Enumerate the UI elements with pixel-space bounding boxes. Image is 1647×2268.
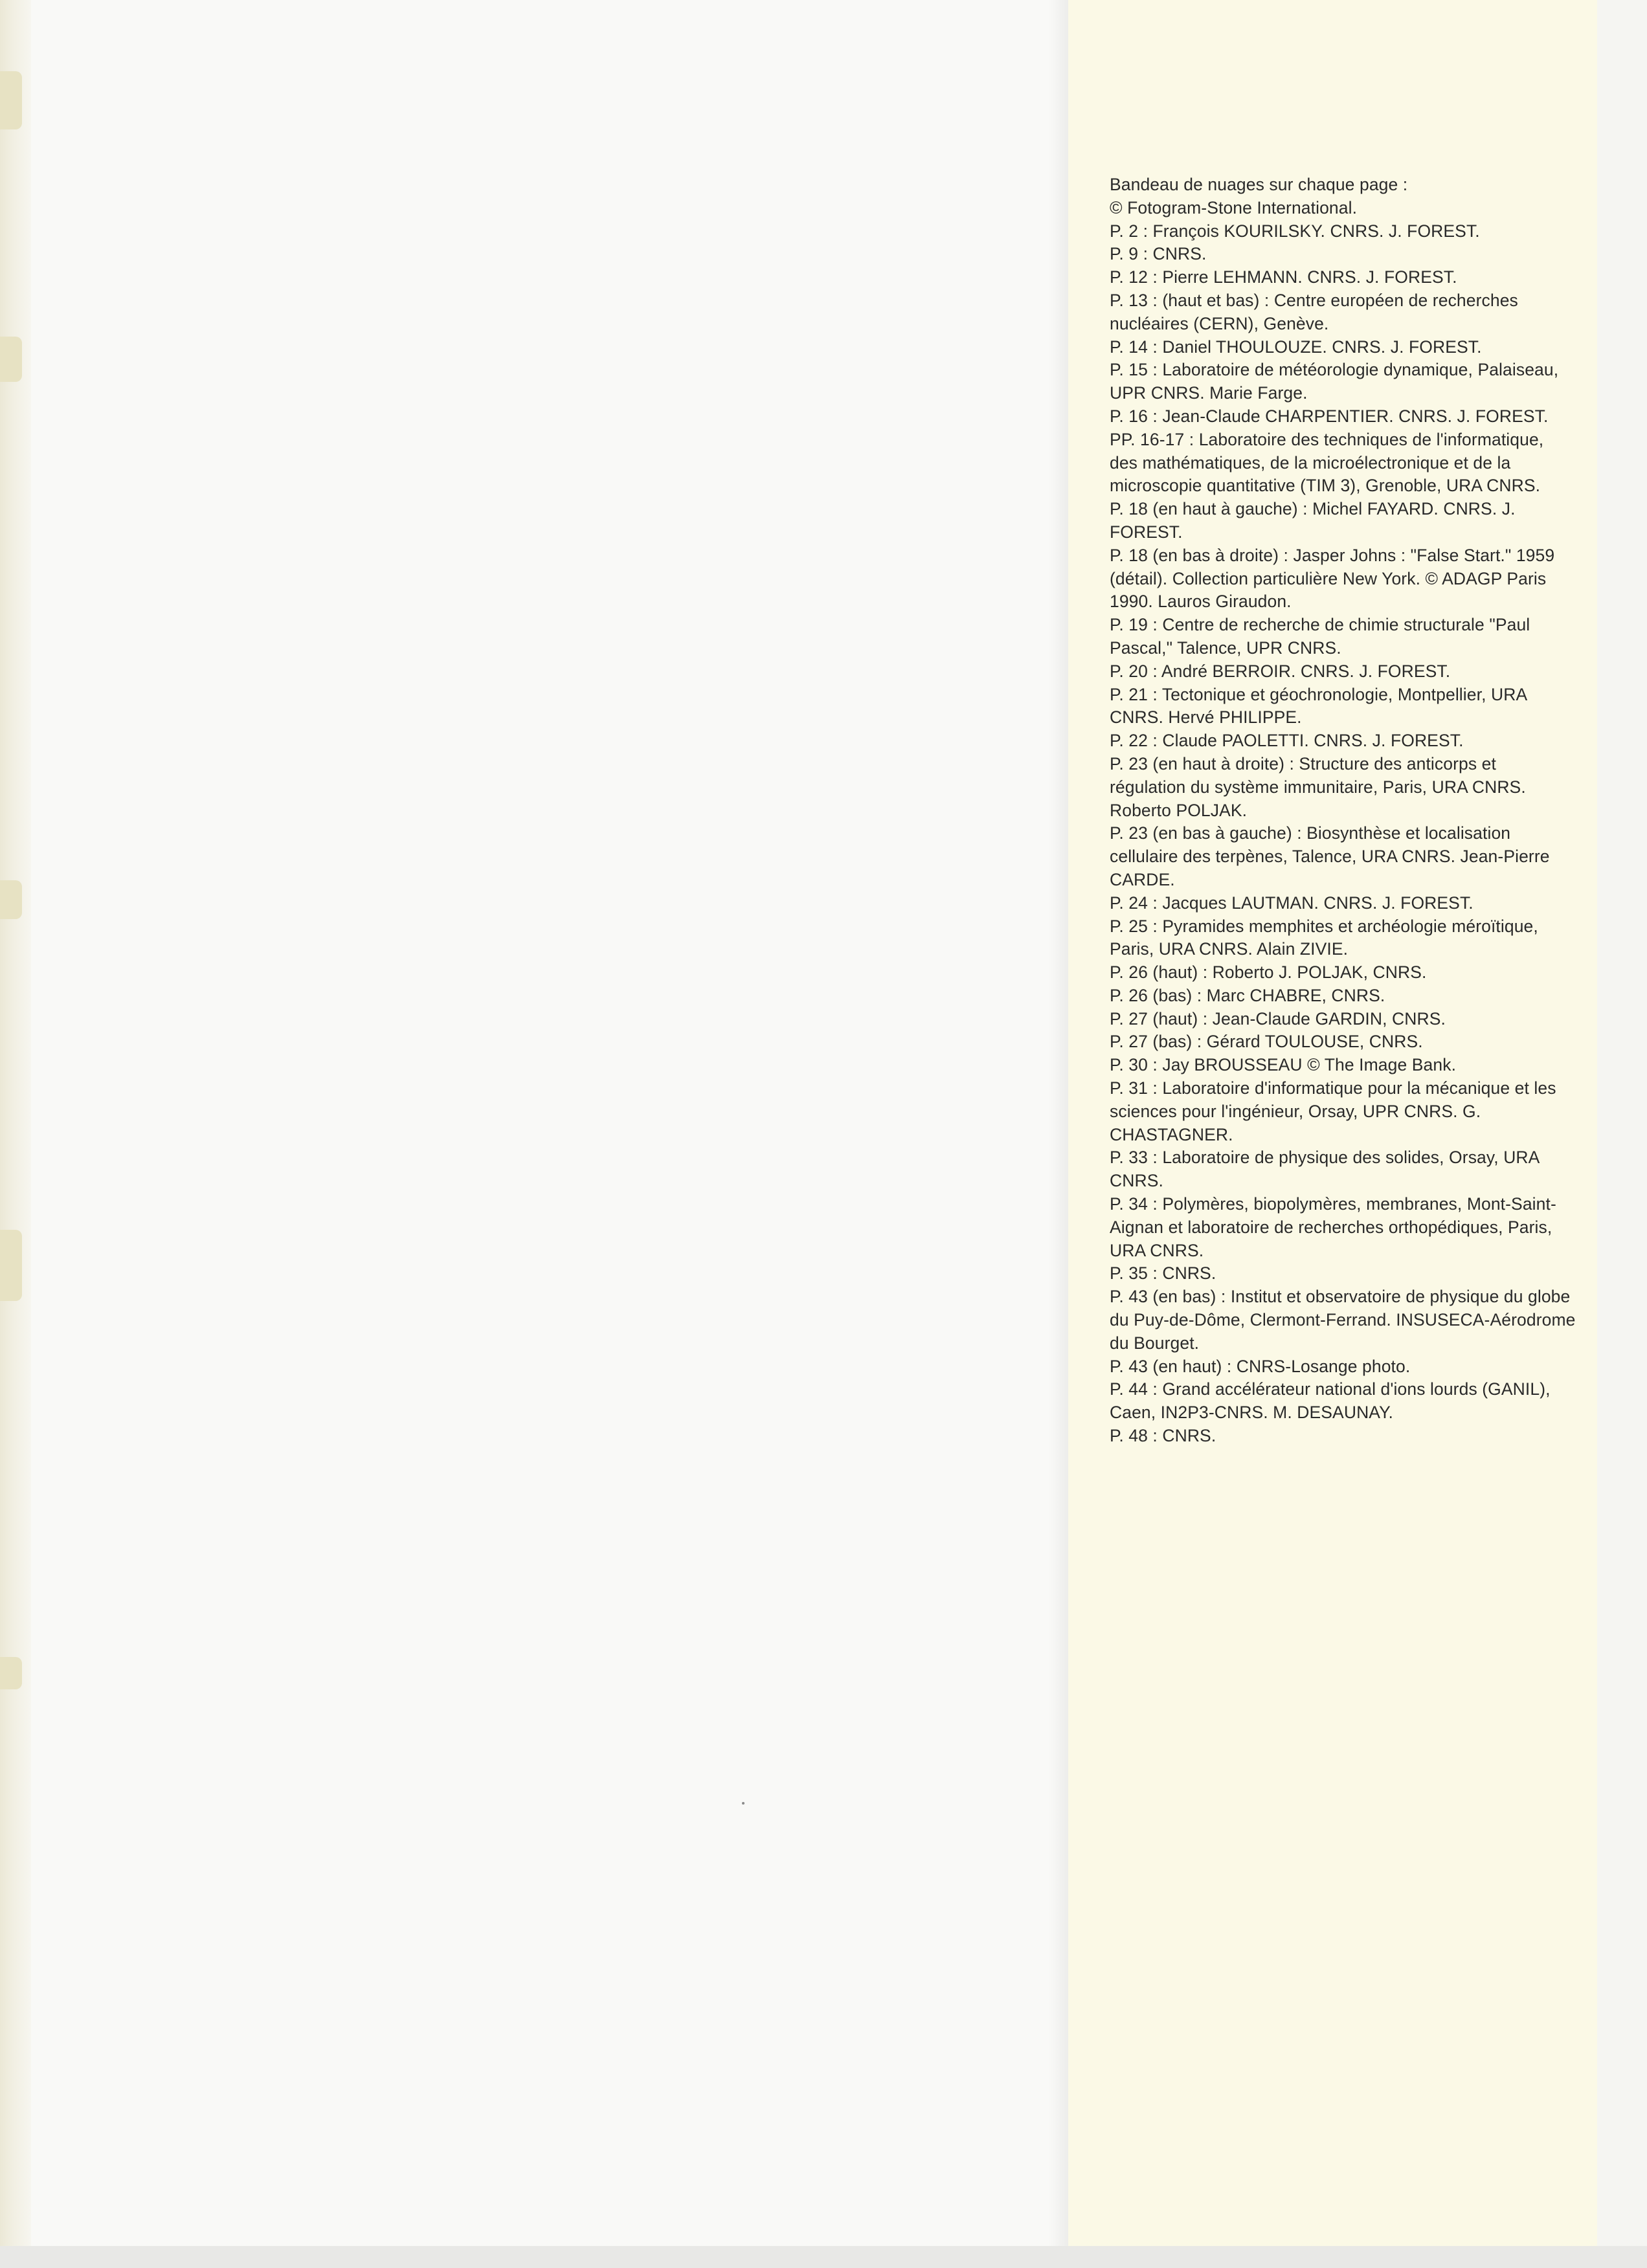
credit-line: P. 27 (bas) : Gérard TOULOUSE, CNRS. bbox=[1110, 1032, 1423, 1052]
credit-line: P. 48 : CNRS. bbox=[1110, 1426, 1216, 1446]
credit-line: Bandeau de nuages sur chaque page : bbox=[1110, 175, 1408, 194]
credit-line: P. 44 : Grand accélérateur national d'ions lourds (GANIL), Caen, IN2P3-CNRS. M. DESAUNAY. bbox=[1110, 1379, 1551, 1423]
credit-line: P. 30 : Jay BROUSSEAU © The Image Bank. bbox=[1110, 1055, 1457, 1075]
credit-line: P. 31 : Laboratoire d'informatique pour la mécanique et les sciences pour l'ingénieur, Orsay, UPR CNRS. G. CHASTAGNER. bbox=[1110, 1078, 1556, 1144]
credit-line: P. 18 (en haut à gauche) : Michel FAYARD. CNRS. J. FOREST. bbox=[1110, 499, 1516, 542]
credit-line: P. 14 : Daniel THOULOUZE. CNRS. J. FOREST. bbox=[1110, 337, 1482, 357]
credit-line: P. 13 : (haut et bas) : Centre européen de recherches nucléaires (CERN), Genève. bbox=[1110, 290, 1518, 333]
credit-line: P. 12 : Pierre LEHMANN. CNRS. J. FOREST. bbox=[1110, 267, 1457, 287]
credit-line: P. 24 : Jacques LAUTMAN. CNRS. J. FOREST. bbox=[1110, 893, 1473, 913]
credit-line: P. 22 : Claude PAOLETTI. CNRS. J. FOREST. bbox=[1110, 731, 1464, 751]
edge-stain bbox=[0, 71, 22, 129]
photo-credits-list bbox=[1110, 173, 1576, 1448]
credit-line: P. 34 : Polymères, biopolymères, membranes, Mont-Saint-Aignan et laboratoire de recherches orthopédiques, Paris, URA CNRS. bbox=[1110, 1194, 1556, 1260]
edge-stain bbox=[0, 1230, 22, 1301]
credit-line: P. 21 : Tectonique et géochronologie, Montpellier, URA CNRS. Hervé PHILIPPE. bbox=[1110, 684, 1527, 728]
credit-line: P. 23 (en bas à gauche) : Biosynthèse et localisation cellulaire des terpènes, Talence, URA CNRS. Jean-Pierre CARDE. bbox=[1110, 823, 1550, 889]
credit-line: P. 43 (en haut) : CNRS-Losange photo. bbox=[1110, 1356, 1411, 1376]
credit-line: P. 26 (bas) : Marc CHABRE, CNRS. bbox=[1110, 985, 1385, 1005]
torn-left-edge bbox=[0, 0, 31, 2268]
edge-stain bbox=[0, 880, 22, 919]
credit-line: P. 43 (en bas) : Institut et observatoire de physique du globe du Puy-de-Dôme, Clermont-Ferrand. INSUSECA-Aérodrome du Bourget. bbox=[1110, 1287, 1576, 1353]
credit-line: P. 9 : CNRS. bbox=[1110, 244, 1207, 264]
credit-line: P. 18 (en bas à droite) : Jasper Johns : "False Start." 1959 (détail). Collection particulière New York. © ADAGP Paris 1990. Lauros Giraudon. bbox=[1110, 545, 1555, 612]
edge-stain bbox=[0, 1657, 22, 1689]
credit-line: P. 26 (haut) : Roberto J. POLJAK, CNRS. bbox=[1110, 962, 1427, 983]
credit-line: PP. 16-17 : Laboratoire des techniques de l'informatique, des mathématiques, de la microélectronique et de la microscopie quantitative (TIM 3), Grenoble, URA CNRS. bbox=[1110, 429, 1544, 496]
credit-line: P. 27 (haut) : Jean-Claude GARDIN, CNRS. bbox=[1110, 1008, 1446, 1028]
edge-stain bbox=[0, 337, 22, 382]
right-margin bbox=[1597, 0, 1647, 2268]
credit-line: P. 19 : Centre de recherche de chimie structurale "Paul Pascal," Talence, UPR CNRS. bbox=[1110, 615, 1530, 658]
credit-line: P. 15 : Laboratoire de météorologie dynamique, Palaiseau, UPR CNRS. Marie Farge. bbox=[1110, 360, 1559, 403]
credit-line: P. 25 : Pyramides memphites et archéologie méroïtique, Paris, URA CNRS. Alain ZIVIE. bbox=[1110, 916, 1538, 959]
credit-line: P. 20 : André BERROIR. CNRS. J. FOREST. bbox=[1110, 661, 1451, 681]
fold-shadow bbox=[1049, 0, 1068, 2268]
credit-line: P. 23 (en haut à droite) : Structure des anticorps et régulation du système immunitaire, Paris, URA CNRS. Roberto POLJAK. bbox=[1110, 753, 1526, 820]
credit-line: P. 16 : Jean-Claude CHARPENTIER. CNRS. J. FOREST. bbox=[1110, 406, 1549, 426]
bottom-scan-strip bbox=[0, 2246, 1647, 2268]
dust-speck bbox=[742, 1802, 745, 1805]
credit-line: © Fotogram-Stone International. bbox=[1110, 197, 1358, 217]
credit-line: P. 33 : Laboratoire de physique des solides, Orsay, URA CNRS. bbox=[1110, 1148, 1539, 1191]
credit-line: P. 35 : CNRS. bbox=[1110, 1263, 1216, 1284]
credit-line: P. 2 : François KOURILSKY. CNRS. J. FOREST. bbox=[1110, 221, 1480, 241]
